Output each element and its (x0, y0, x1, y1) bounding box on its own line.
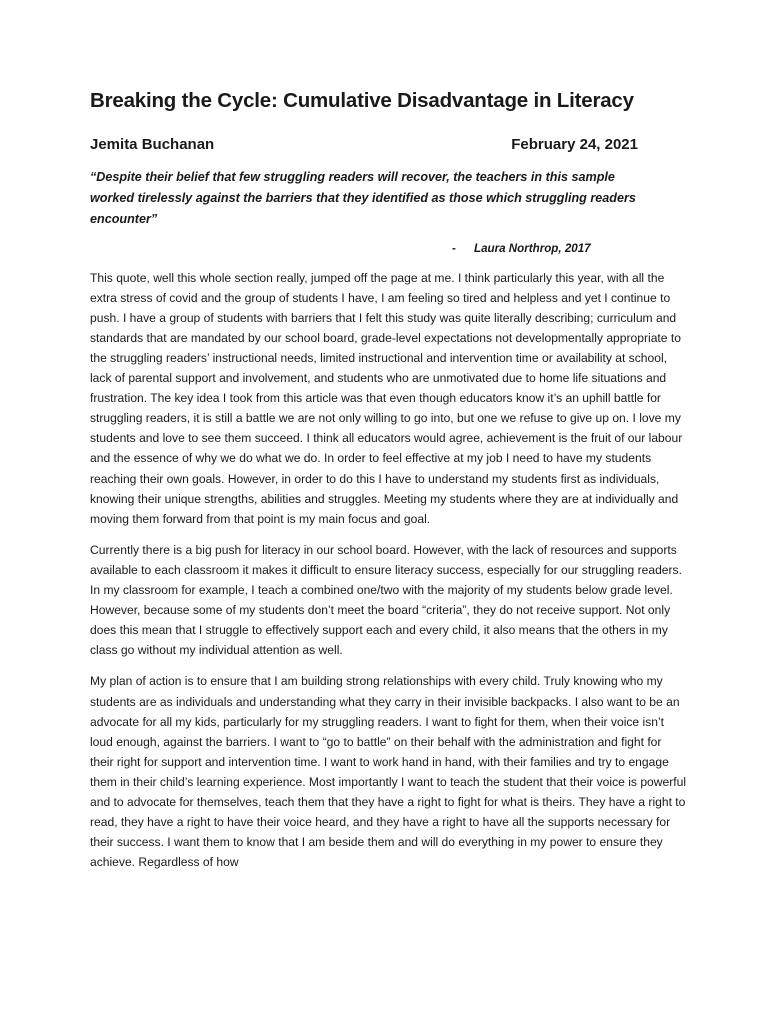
author-name: Jemita Buchanan (90, 135, 215, 153)
attribution-source: Laura Northrop, 2017 (474, 241, 591, 255)
paragraph: Currently there is a big push for literacy in our school board. However, with the lack of resources and supports available to each classroom it makes it difficult to ensure literacy success, especially for our struggling readers. In my classroom for example, I teach a combined one/two with the majority of my students below grade level. However, because some of my students don’t meet the board “criteria”, they do not receive support. Not only does this mean that I struggle to effectively support each and every child, it also means that the others in my class go without my individual attention as well. (90, 542, 682, 658)
document-title: Breaking the Cycle: Cumulative Disadvantage in Literacy (90, 89, 634, 112)
attribution-dash: - (452, 241, 456, 255)
byline (90, 136, 638, 153)
paragraph: This quote, well this whole section really, jumped off the page at me. I think particularly this year, with all the extra stress of covid and the group of students I have, I am feeling so tired and helpless and yet I continue to push. I have a group of students with barriers that I felt this study was quite literally describing; curriculum and standards that are mandated by our school board, grade-level expectations not developmentally appropriate to the struggling readers’ instructional needs, limited instructional and intervention time or availability at school, lack of parental support and involvement, and students who are unmotivated due to home life situations and frustration. The key idea I took from this article was that even though educators know it’s an uphill battle for struggling readers, it is still a battle we are not only willing to go into, but one we refuse to give up on. I love my students and love to see them succeed. I think all educators would agree, achievement is the fruit of our labour and the essence of why we do what we do. In order to feel effective at my job I need to have my students reaching their own goals. However, in order to do this I have to understand my students first as individuals, knowing their unique strengths, abilities and struggles. Meeting my students where they are at individually and moving them forward from that point is my main focus and goal. (90, 270, 683, 526)
body-text (90, 268, 700, 873)
document-page (90, 88, 700, 872)
paragraph: My plan of action is to ensure that I am building strong relationships with every child. Truly knowing who my students are as individuals and understanding what they carry in their invisible backpacks. I also want to be an advocate for all my kids, particularly for my struggling readers. I want to fight for them, when their voice isn’t loud enough, against the barriers. I want to “go to battle” on their behalf with the administration and fight for their right for support and intervention time. I want to work hand in hand, with their families and try to engage them in their child’s learning experience. Most importantly I want to teach the student that their voice is powerful and to advocate for themselves, teach them that they have a right to fight for what is theirs. They have a right to read, they have a right to have their voice heard, and they have a right to have all the supports necessary for their success. I want them to know that I am beside them and will do everything in my power to ensure they achieve. Regardless of how (90, 674, 687, 870)
quote-attribution (90, 242, 700, 255)
epigraph-quote: “Despite their belief that few struggling readers will recover, the teachers in this sample worked tirelessly against the barriers that they identified as those which struggling readers encounter” (90, 169, 636, 226)
document-date: February 24, 2021 (511, 135, 638, 153)
